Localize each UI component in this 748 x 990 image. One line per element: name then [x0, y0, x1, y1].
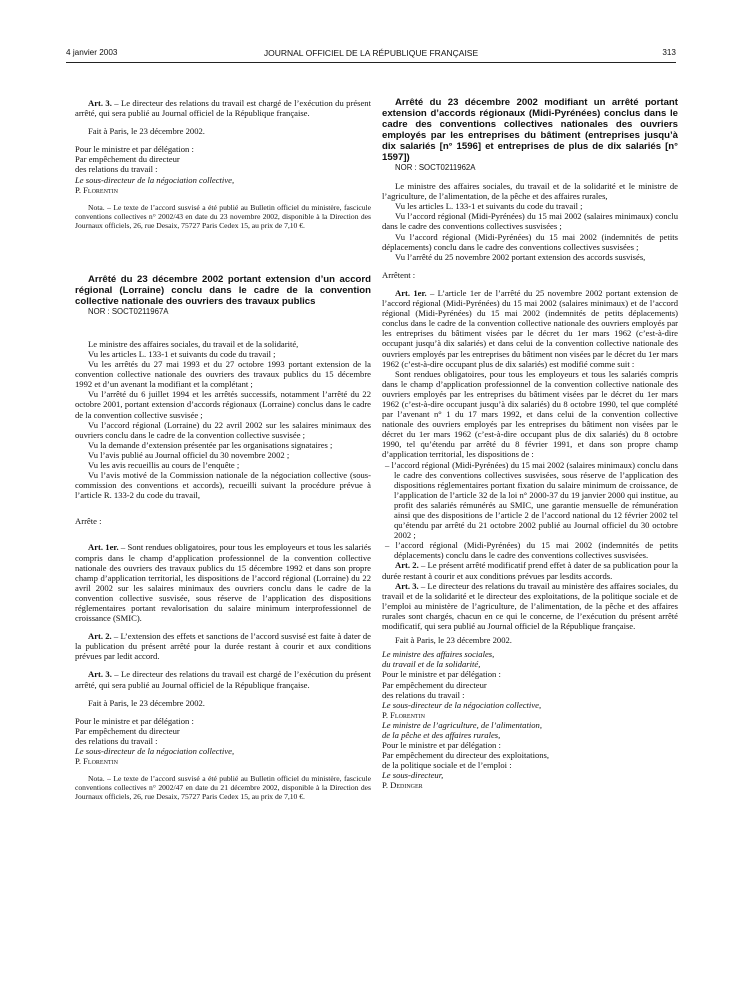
decree-title: Arrêté du 23 décembre 2002 modifiant un arrêté portant extension d’accords régionaux (Midi-Pyrénées) conclus dans le cadre des conventions collectives nationales des ouvriers employés par les entreprises du bâtiment (entreprises jusqu’à dix salariés [n° 1596] et entreprises de plus de dix salariés [n° 1597]): [382, 97, 678, 163]
fait-a-paris: Fait à Paris, le 23 décembre 2002.: [395, 635, 512, 646]
signatory-name: P. Florentin: [382, 709, 425, 720]
paragraph: Vu l’accord régional (Lorraine) du 22 avril 2002 sur les salaires minimaux des ouvriers conclu dans le cadre de la convention collective susvisée ;: [75, 419, 371, 440]
signature-line: du travail et de la solidarité,: [382, 659, 481, 670]
paragraph: Vu les articles L. 133-1 et suivants du code du travail ;: [88, 348, 276, 359]
header-rule: [66, 62, 676, 63]
header-page-number: 313: [662, 48, 676, 57]
paragraph: Vu les articles L. 133-1 et suivants du code du travail ;: [395, 201, 583, 212]
left-column: [75, 98, 371, 801]
signature-line: Pour le ministre et par délégation :: [382, 669, 501, 680]
signatory-name: P. Florentin: [75, 184, 118, 195]
signature-line: de la politique sociale et de l’emploi :: [382, 760, 512, 771]
signature-line: des relations du travail :: [382, 689, 465, 700]
paragraph: Vu les arrêtés du 27 mai 1993 et du 27 octobre 1993 portant extension de la convention collective nationale des ouvriers des travaux publics du 15 décembre 1992 et d’un avenant la modifiant et la complétant ;: [75, 359, 371, 390]
signature-line: Le sous-directeur,: [382, 770, 444, 781]
signature-line: des relations du travail :: [75, 735, 158, 746]
signature-line: des relations du travail :: [75, 164, 158, 175]
signature-line: Pour le ministre et par délégation :: [75, 715, 194, 726]
fait-a-paris: Fait à Paris, le 23 décembre 2002.: [88, 697, 205, 708]
article-1: Art. 1er. – L’article 1er de l’arrêté du 25 novembre 2002 portant extension de l’accord régional (Midi-Pyrénées) du 15 mai 2002 (salaires minimaux) et de l’accord régional (Midi-Pyrénées) du 15 mai 2002 (indemnités de petits déplacements) conclus dans le cadre de la convention collective nationale des ouvriers employés par les entreprises du bâtiment visées par le décret du 1er mars 1962 (c’est-à-dire occupant jusqu’à dix salariés) et dans celui de la convention collective nationale des ouvriers employés par les entreprises du bâtiment non visées par le décret du 1er mars 1962 (c’est-à-dire occupant plus de dix salariés) est modifié comme suit :: [382, 287, 678, 369]
signature-line: Par empêchement du directeur: [75, 725, 180, 736]
nor-reference: NOR : SOCT0211962A: [395, 163, 476, 172]
signature-line: Le ministre de l’agriculture, de l’alimentation,: [382, 719, 542, 730]
paragraph: Vu l’arrêté du 6 juillet 1994 et les arrêtés successifs, notamment l’arrêté du 22 octobre 2001, portant extension d’accords régionaux (Lorraine) conclus dans le cadre de la convention collective susvisée ;: [75, 389, 371, 420]
paragraph: Le ministre des affaires sociales, du travail et de la solidarité,: [88, 338, 299, 349]
list-item: – l’accord régional (Midi-Pyrénées) du 15 mai 2002 (salaires minimaux) conclu dans le cadre des conventions collectives susvisées, sous réserve de l’application des dispositions réglementaires portant fixation du salaire minimum de croissance, de l’application de l’article 32 de la loi n° 2000-37 du 19 janvier 2000 qui institue, au profit des salariés rémunérés au SMIC, une garantie mensuelle de rémunération ainsi que des dispositions de l’article 2 de l’accord national du 12 février 2002 tel qu’étendu par arrêté du 21 octobre 2002 publié au Journal officiel du 30 octobre 2002 ;: [385, 459, 678, 541]
paragraph: Sont rendues obligatoires, pour tous les employeurs et tous les salariés compris dans le champ d’application professionnel de la convention collective nationale des ouvriers employés par les entreprises du bâtiment visées par le décret du 1er mars 1962 (c’est-à-dire occupant jusqu’à dix salariés) du 8 octobre 1990, tel que complété par l’avenant n° 1 du 17 mars 1992, et dans celui de la convention collective nationale des ouvriers employés par les entreprises du bâtiment non visées par le décret du 1er mars 1962 (c’est-à-dire occupant plus de dix salariés) du 8 octobre 1990, tel qu’étendu par arrêté du 8 février 1991, et dans son propre champ d’application territorial, les dispositions de :: [382, 368, 678, 460]
header-date: 4 janvier 2003: [66, 48, 118, 57]
page-header: [66, 48, 676, 60]
nota-note: Nota. – Le texte de l’accord susvisé a été publié au Bulletin officiel du ministère, fascicule conventions collectives n° 2002/47 en date du 21 décembre 2002, disponible à la Direction des Journaux officiels, 26, rue Desaix, 75727 Paris Cedex 15, au prix de 7,10 €.: [75, 774, 371, 802]
paragraph: Vu l’avis motivé de la Commission nationale de la négociation collective (sous-commission des conventions et accords), recueilli suivant la procédure prévue à l’article R. 133-2 du code du travail,: [75, 470, 371, 501]
signatory-name: P. Dedinger: [382, 780, 423, 791]
article-2: Art. 2. – Le présent arrêté modificatif prend effet à dater de sa publication pour la durée restant à courir et aux conditions prévues par lesdits accords.: [382, 560, 678, 581]
signature-line: Par empêchement du directeur: [382, 679, 487, 690]
article-1: Art. 1er. – Sont rendues obligatoires, pour tous les employeurs et tous les salariés compris dans le champ d’application professionnel de la convention collective nationale des ouvriers des travaux publics du 15 décembre 1992 et dans son propre champ d’application territorial, les dispositions de l’accord régional (Lorraine) du 22 avril 2002 sur les salaires minimaux des ouvriers conclu dans le cadre de la convention collective susvisée, sous réserve de l’application des dispositions réglementaires portant revalorisation du salaire minimum interprofessionnel de croissance (SMIC).: [75, 542, 371, 624]
paragraph: Vu la demande d’extension présentée par les organisations signataires ;: [88, 439, 333, 450]
article-3: Art. 3. – Le directeur des relations du travail est chargé de l’exécution du présent arrêté, qui sera publié au Journal officiel de la République française.: [75, 669, 371, 690]
signature-line: Le ministre des affaires sociales,: [382, 649, 495, 660]
header-journal-title: JOURNAL OFFICIEL DE LA RÉPUBLIQUE FRANÇAISE: [263, 48, 479, 58]
signatory-name: P. Florentin: [75, 756, 118, 767]
article-3-first: Art. 3. – Le directeur des relations du travail est chargé de l’exécution du présent arrêté, qui sera publié au Journal officiel de la République française.: [75, 98, 371, 119]
paragraph: Vu l’accord régional (Midi-Pyrénées) du 15 mai 2002 (indemnités de petits déplacements) conclu dans le cadre des conventions collectives susvisées ;: [382, 231, 678, 252]
article-2: Art. 2. – L’extension des effets et sanctions de l’accord susvisé est faite à dater de la publication du présent arrêté pour la durée restant à courir et aux conditions prévues par ledit accord.: [75, 631, 371, 662]
paragraph: Vu les avis recueillis au cours de l’enquête ;: [88, 459, 240, 470]
list-item: – l’accord régional (Midi-Pyrénées) du 15 mai 2002 (indemnités de petits déplacements) conclu dans le cadre des conventions collectives susvisées.: [385, 540, 678, 561]
arretent-heading: Arrêtent :: [382, 269, 416, 280]
signature-line: Pour le ministre et par délégation :: [75, 144, 194, 155]
paragraph: Vu l’arrêté du 25 novembre 2002 portant extension des accords susvisés,: [395, 251, 646, 262]
signature-line: Le sous-directeur de la négociation collective,: [75, 174, 235, 185]
signature-line: Par empêchement du directeur: [75, 154, 180, 165]
nota-note: Nota. – Le texte de l’accord susvisé a été publié au Bulletin officiel du ministère, fascicule conventions collectives n° 2002/43 en date du 23 novembre 2002, disponible à la Direction des Journaux officiels, 26, rue Desaix, 75727 Paris Cedex 15, au prix de 7,10 €.: [75, 202, 371, 230]
decree-title: Arrêté du 23 décembre 2002 portant extension d’un accord régional (Lorraine) conclu dans le cadre de la convention collective nationale des ouvriers des travaux publics: [75, 273, 371, 307]
right-column: [382, 97, 678, 791]
nor-reference: NOR : SOCT0211967A: [88, 306, 169, 316]
signature-line: Le sous-directeur de la négociation collective,: [382, 699, 542, 710]
signature-line: Le sous-directeur de la négociation collective,: [75, 746, 235, 757]
fait-a-paris: Fait à Paris, le 23 décembre 2002.: [88, 126, 205, 137]
paragraph: Vu l’accord régional (Midi-Pyrénées) du 15 mai 2002 (salaires minimaux) conclu dans le cadre des conventions collectives susvisées ;: [382, 211, 678, 232]
arrete-heading: Arrête :: [75, 516, 102, 527]
paragraph: Vu l’avis publié au Journal officiel du 30 novembre 2002 ;: [88, 449, 290, 460]
signature-line: de la pêche et des affaires rurales,: [382, 729, 501, 740]
article-3: Art. 3. – Le directeur des relations du travail au ministère des affaires sociales, du travail et de la solidarité et le directeur des exploitations, de la politique sociale et de l’emploi au ministère de l’agriculture, de l’alimentation, de la pêche et des affaires rurales sont chargés, chacun en ce qui le concerne, de l’exécution du présent arrêté modificatif, qui sera publié au Journal officiel de la République française.: [382, 580, 678, 632]
signature-line: Pour le ministre et par délégation :: [382, 740, 501, 751]
signature-line: Par empêchement du directeur des exploitations,: [382, 750, 550, 761]
paragraph: Le ministre des affaires sociales, du travail et de la solidarité et le ministre de l’agriculture, de l’alimentation, de la pêche et des affaires rurales,: [382, 181, 678, 202]
